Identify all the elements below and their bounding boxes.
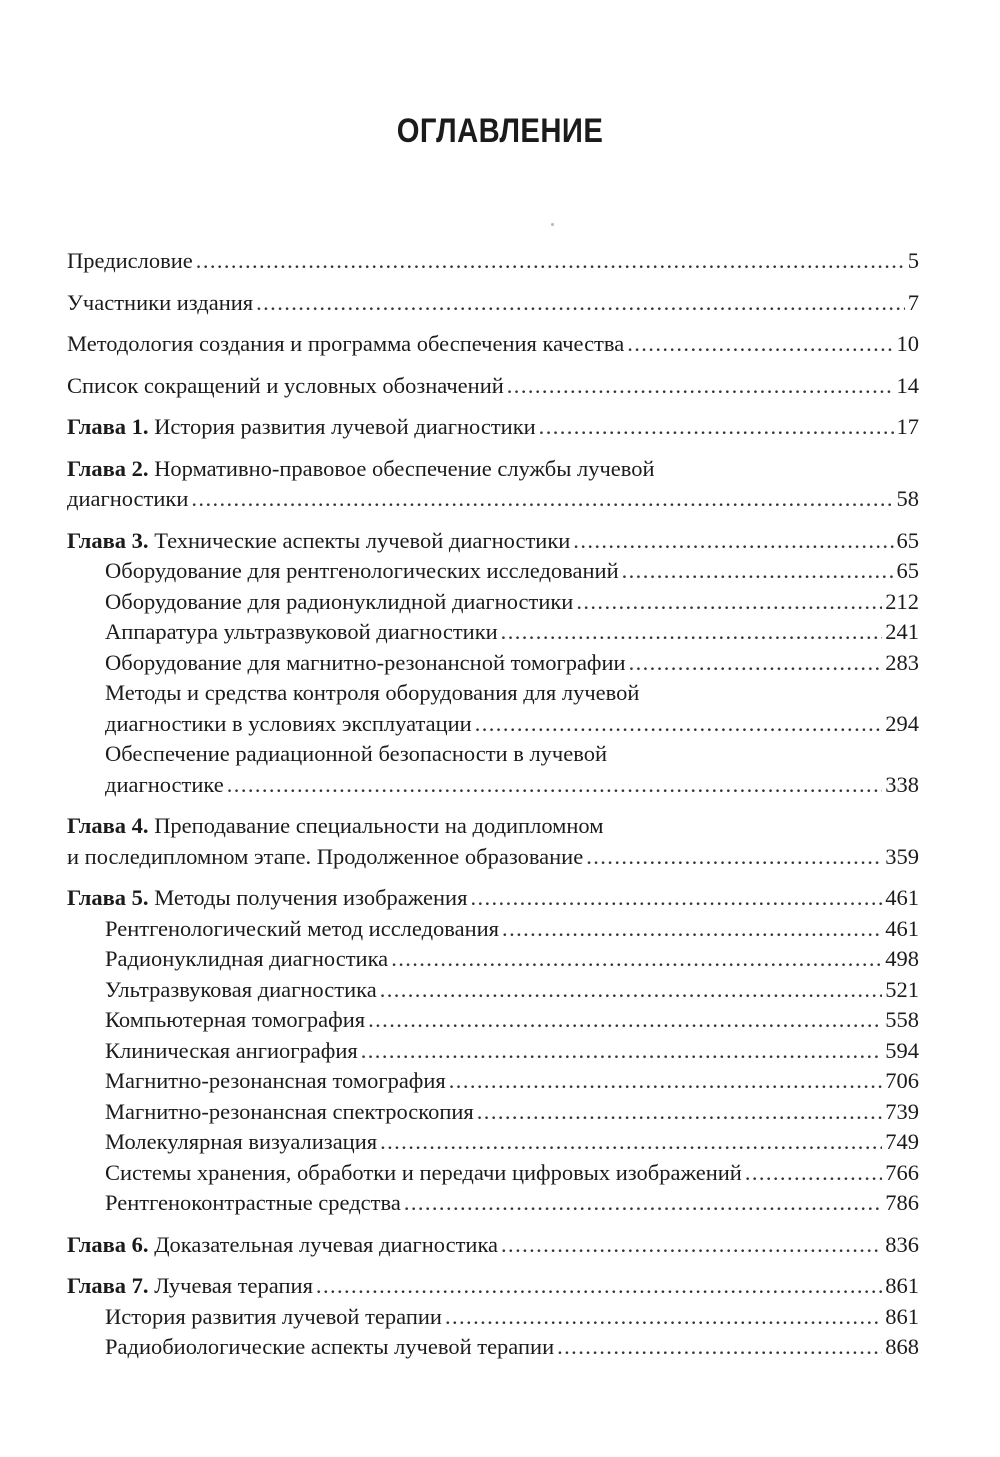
toc-section[interactable] [67,739,919,800]
toc-section-label: Оборудование для магнитно-резонансной томографии [105,649,626,675]
chapter-number: Глава 7. [67,1273,149,1298]
chapter-number: Глава 6. [67,1231,149,1257]
chapter-number: Глава 4. [67,813,149,838]
chapter-title: Технические аспекты лучевой диагностики [154,527,571,553]
toc-page-number: 65 [896,558,919,583]
chapter-title: Преподавание специальности на додипломном [154,813,604,838]
chapter-title: Нормативно-правовое обеспечение службы лучевой [154,455,655,481]
toc-page-number: 10 [896,331,919,356]
toc-section[interactable] [67,678,919,739]
toc-section[interactable] [67,648,919,679]
toc-chapter-6[interactable] [67,1230,919,1261]
toc-page-number: 7 [907,289,919,315]
dot-leader [380,1127,882,1158]
toc-section[interactable] [67,587,919,618]
toc-chapter-4[interactable] [67,811,919,872]
dot-leader [745,1158,882,1189]
dot-leader [576,587,882,618]
toc-section-label: Методы и средства контроля оборудования для лучевой [105,680,640,705]
dot-leader [629,648,883,679]
toc-entry-label: Методология создания и программа обеспечения качества [67,331,625,356]
dot-leader [196,246,905,277]
toc-section[interactable] [67,1097,919,1128]
toc-page-number: 65 [896,527,919,553]
toc-page-number: 283 [885,649,919,675]
toc-page-number: 749 [885,1129,919,1154]
chapter-title: Методы получения изображения [154,885,468,910]
toc-chapter-3[interactable] [67,526,919,557]
toc-page-number: 461 [885,885,919,910]
toc-section-label: Радионуклидная диагностика [105,946,389,971]
dot-leader [316,1271,882,1302]
chapter-number: Глава 2. [67,455,149,481]
toc-page-number: 14 [896,372,919,398]
table-of-contents [67,246,919,1363]
toc-section-label: Обеспечение радиационной безопасности в лучевой [105,741,607,766]
chapter-title-continued: и последипломном этапе. Продолженное образование [67,843,584,869]
toc-section-label: Аппаратура ультразвуковой диагностики [105,619,498,644]
toc-page-number: 836 [885,1231,919,1257]
toc-chapter-1[interactable] [67,412,919,443]
dot-leader [404,1188,882,1219]
dot-leader [191,484,893,515]
toc-page-number: 558 [885,1007,919,1032]
dot-leader [361,1036,883,1067]
toc-page-number: 5 [907,248,919,273]
dot-leader [227,770,882,801]
toc-page-number: 359 [885,843,919,869]
toc-page-number: 17 [896,414,919,439]
toc-page-number: 861 [885,1303,919,1329]
toc-section[interactable] [67,1158,919,1189]
toc-section-label: Оборудование для рентгенологических исследований [105,558,619,583]
toc-section-label: Радиобиологические аспекты лучевой терапии [105,1334,555,1359]
dot-leader [586,842,882,873]
page-title: ОГЛАВЛЕНИЕ [396,112,604,150]
chapter-number: Глава 5. [67,885,149,910]
dot-leader [449,1066,882,1097]
toc-entry-contributors[interactable] [67,288,919,319]
toc-section-label: Магнитно-резонансная томография [105,1068,446,1093]
toc-section-label-continued: диагностики в условиях эксплуатации [105,710,472,736]
toc-section-label-continued: диагностике [105,771,224,797]
dot-leader [622,556,894,587]
toc-section[interactable] [67,1127,919,1158]
toc-page-number: 594 [885,1037,919,1063]
toc-page-number: 498 [885,946,919,971]
chapter-title-continued: диагностики [67,486,189,511]
print-speck [551,223,554,226]
toc-section-label: История развития лучевой терапии [105,1303,442,1329]
dot-leader [380,975,883,1006]
toc-section[interactable] [67,1066,919,1097]
toc-page-number: 861 [885,1273,919,1298]
toc-entry-label: Список сокращений и условных обозначений [67,372,504,398]
toc-section[interactable] [67,1036,919,1067]
dot-leader [470,883,882,914]
toc-section[interactable] [67,1332,919,1363]
toc-page-number: 706 [885,1068,919,1093]
chapter-title: Доказательная лучевая диагностика [154,1231,499,1257]
toc-page-number: 868 [885,1334,919,1359]
toc-section[interactable] [67,1188,919,1219]
toc-section-label: Молекулярная визуализация [105,1129,378,1154]
toc-section-label: Рентгенологический метод исследования [105,915,500,941]
toc-section[interactable] [67,1005,919,1036]
toc-section[interactable] [67,1302,919,1333]
dot-leader [475,709,883,740]
toc-section[interactable] [67,914,919,945]
toc-section-label: Оборудование для радионуклидной диагностики [105,588,574,614]
toc-section-label: Клиническая ангиография [105,1037,358,1063]
toc-section[interactable] [67,944,919,975]
toc-page-number: 739 [885,1098,919,1124]
toc-section-label: Компьютерная томография [105,1007,366,1032]
toc-section-label: Системы хранения, обработки и передачи цифровых изображений [105,1159,742,1185]
dot-leader [507,371,894,402]
dot-leader [477,1097,882,1128]
dot-leader [501,617,883,648]
toc-section[interactable] [67,975,919,1006]
chapter-number: Глава 1. [67,414,149,439]
toc-section-label: Ультразвуковая диагностика [105,976,377,1002]
toc-section[interactable] [67,617,919,648]
dot-leader [502,914,882,945]
toc-entry-preface[interactable] [67,246,919,277]
toc-entry-label: Участники издания [67,289,254,315]
toc-page-number: 521 [885,976,919,1002]
toc-page-number: 241 [885,619,919,644]
toc-section-label: Магнитно-резонансная спектроскопия [105,1098,474,1124]
dot-leader [573,526,893,557]
chapter-title: История развития лучевой диагностики [154,414,536,439]
toc-page-number: 461 [885,915,919,941]
dot-leader [445,1302,882,1333]
chapter-title: Лучевая терапия [154,1273,313,1298]
toc-page-number: 294 [885,710,919,736]
toc-chapter-5[interactable] [67,883,919,914]
toc-chapter-2[interactable] [67,454,919,515]
toc-entry-abbreviations[interactable] [67,371,919,402]
toc-page-number: 338 [885,771,919,797]
dot-leader [501,1230,882,1261]
toc-page-number: 786 [885,1190,919,1215]
dot-leader [557,1332,882,1363]
toc-page-number: 766 [885,1159,919,1185]
dot-leader [391,944,882,975]
toc-page-number: 212 [885,588,919,614]
dot-leader [368,1005,882,1036]
toc-entry-methodology[interactable] [67,329,919,360]
dot-leader [539,412,894,443]
dot-leader [256,288,905,319]
chapter-number: Глава 3. [67,527,149,553]
toc-section-label: Рентгеноконтрастные средства [105,1190,401,1215]
toc-entry-label: Предисловие [67,248,193,273]
toc-section[interactable] [67,556,919,587]
toc-chapter-7[interactable] [67,1271,919,1302]
dot-leader [627,329,893,360]
toc-page-number: 58 [896,486,919,511]
